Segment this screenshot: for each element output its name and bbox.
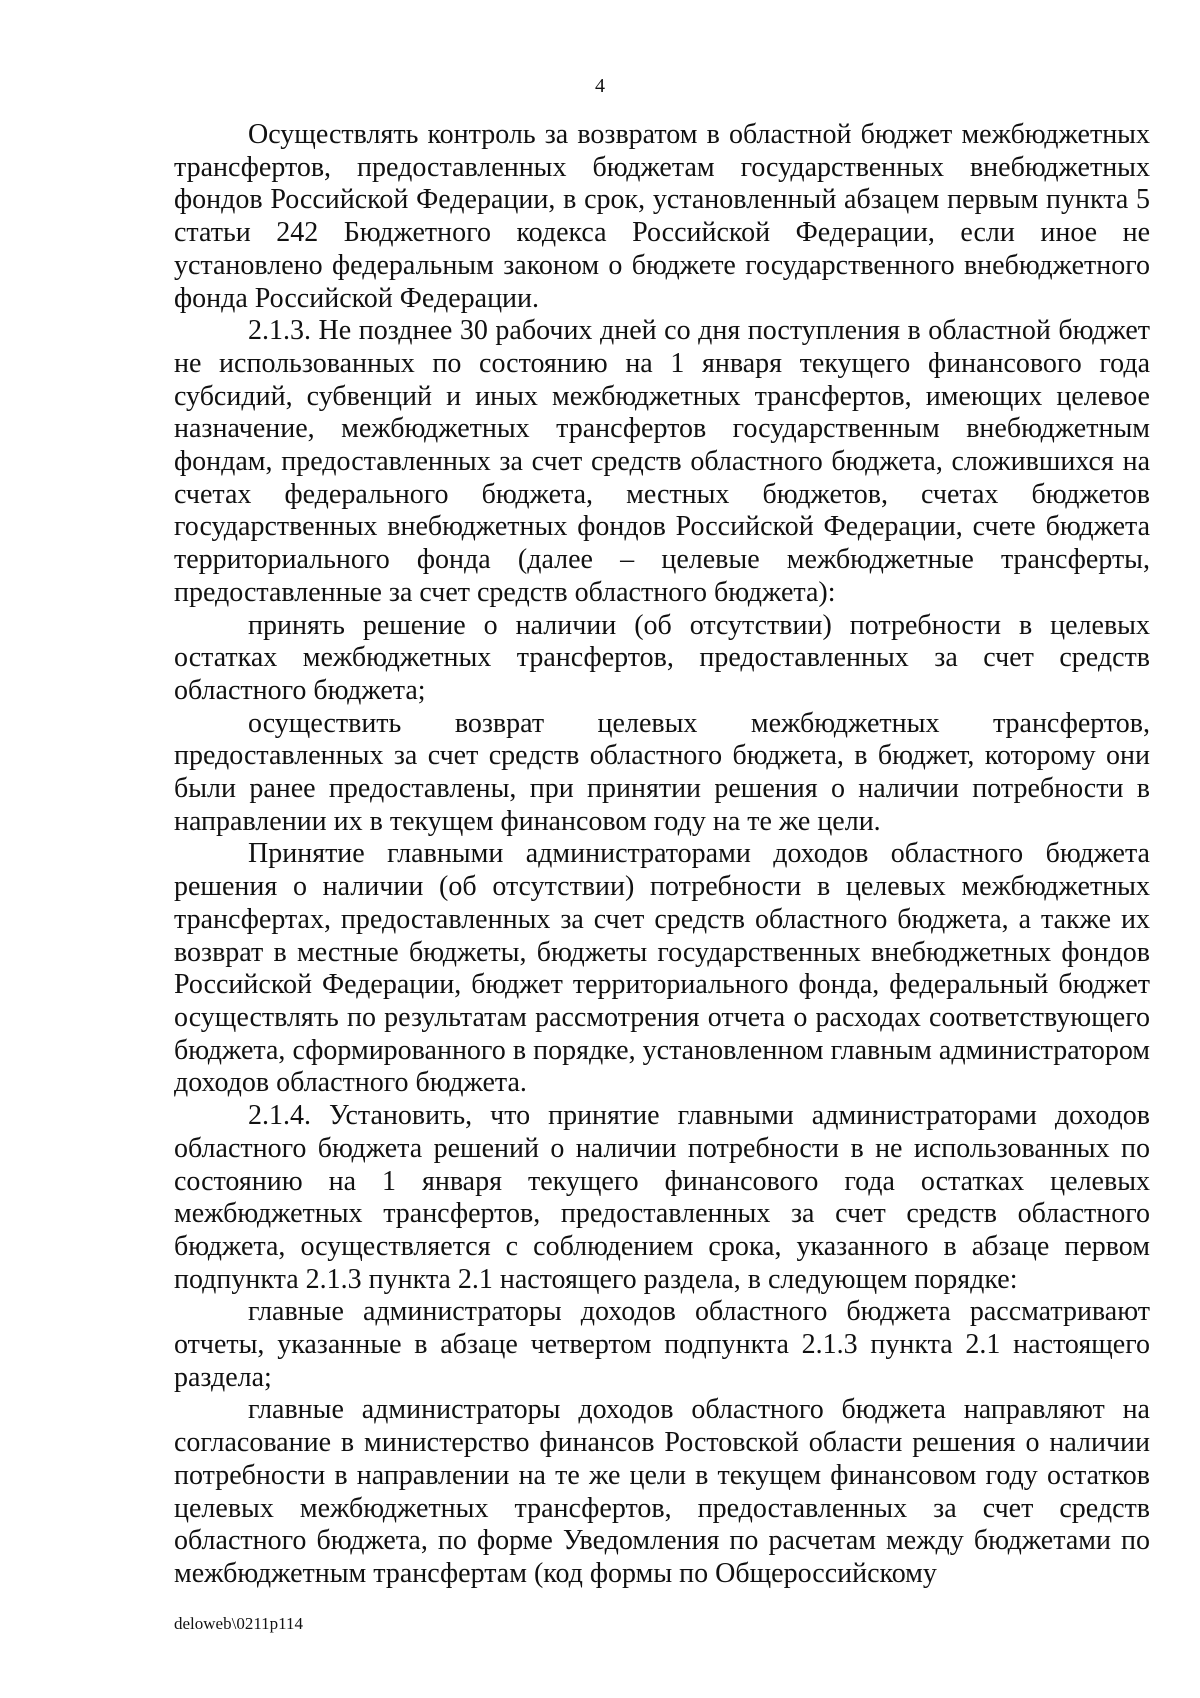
paragraph: 2.1.4. Установить, что принятие главными администраторами доходов областного бюджета решений о наличии потребности в не использованных по состоянию на 1 января текущего финансового года остатках целевых межбюджетных трансфертов, предоставленных за счет средств областного бюджета, осуществляется с соблюдением срока, указанного в абзаце первом подпункта 2.1.3 пункта 2.1 настоящего раздела, в следующем порядке: bbox=[174, 1100, 1150, 1295]
paragraph: принять решение о наличии (об отсутствии) потребности в целевых остатках межбюджетных трансфертов, предоставленных за счет средств областного бюджета; bbox=[174, 609, 1150, 706]
paragraph: главные администраторы доходов областного бюджета рассматривают отчеты, указанные в абзаце четвертом подпункта 2.1.3 пункта 2.1 настоящего раздела; bbox=[174, 1296, 1150, 1393]
footer-document-code: deloweb\0211p114 bbox=[174, 1614, 304, 1633]
paragraph: Осуществлять контроль за возвратом в областной бюджет межбюджетных трансфертов, предоставленных бюджетам государственных внебюджетных фондов Российской Федерации, в срок, установленный абзацем первым пункта 5 статьи 242 Бюджетного кодекса Российской Федерации, если иное не установлено федеральным законом о бюджете государственного внебюджетного фонда Российской Федерации. bbox=[174, 119, 1150, 314]
paragraph: 2.1.3. Не позднее 30 рабочих дней со дня поступления в областной бюджет не использованных по состоянию на 1 января текущего финансового года субсидий, субвенций и иных межбюджетных трансфертов, имеющих целевое назначение, межбюджетных трансфертов государственным внебюджетным фондам, предоставленных за счет средств областного бюджета, сложившихся на счетах федерального бюджета, местных бюджетов, счетах бюджетов государственных внебюджетных фондов Российской Федерации, счете бюджета территориального фонда (далее – целевые межбюджетные трансферты, предоставленные за счет средств областного бюджета): bbox=[174, 315, 1150, 608]
page-number: 4 bbox=[595, 75, 605, 97]
paragraph: осуществить возврат целевых межбюджетных трансфертов, предоставленных за счет средств областного бюджета, в бюджет, которому они были ранее предоставлены, при принятии решения о наличии потребности в направлении их в текущем финансовом году на те же цели. bbox=[174, 707, 1150, 837]
paragraph: Принятие главными администраторами доходов областного бюджета решения о наличии (об отсутствии) потребности в целевых межбюджетных трансфертах, предоставленных за счет средств областного бюджета, а также их возврат в местные бюджеты, бюджеты государственных внебюджетных фондов Российской Федерации, бюджет территориального фонда, федеральный бюджет осуществлять по результатам рассмотрения отчета о расходах соответствующего бюджета, сформированного в порядке, установленном главным администратором доходов областного бюджета. bbox=[174, 838, 1150, 1099]
paragraph: главные администраторы доходов областного бюджета направляют на согласование в министерство финансов Ростовской области решения о наличии потребности в направлении на те же цели в текущем финансовом году остатков целевых межбюджетных трансфертов, предоставленных за счет средств областного бюджета, по форме Уведомления по расчетам между бюджетами по межбюджетным трансфертам (код формы по Общероссийскому bbox=[174, 1394, 1150, 1589]
document-body bbox=[174, 119, 1150, 1591]
